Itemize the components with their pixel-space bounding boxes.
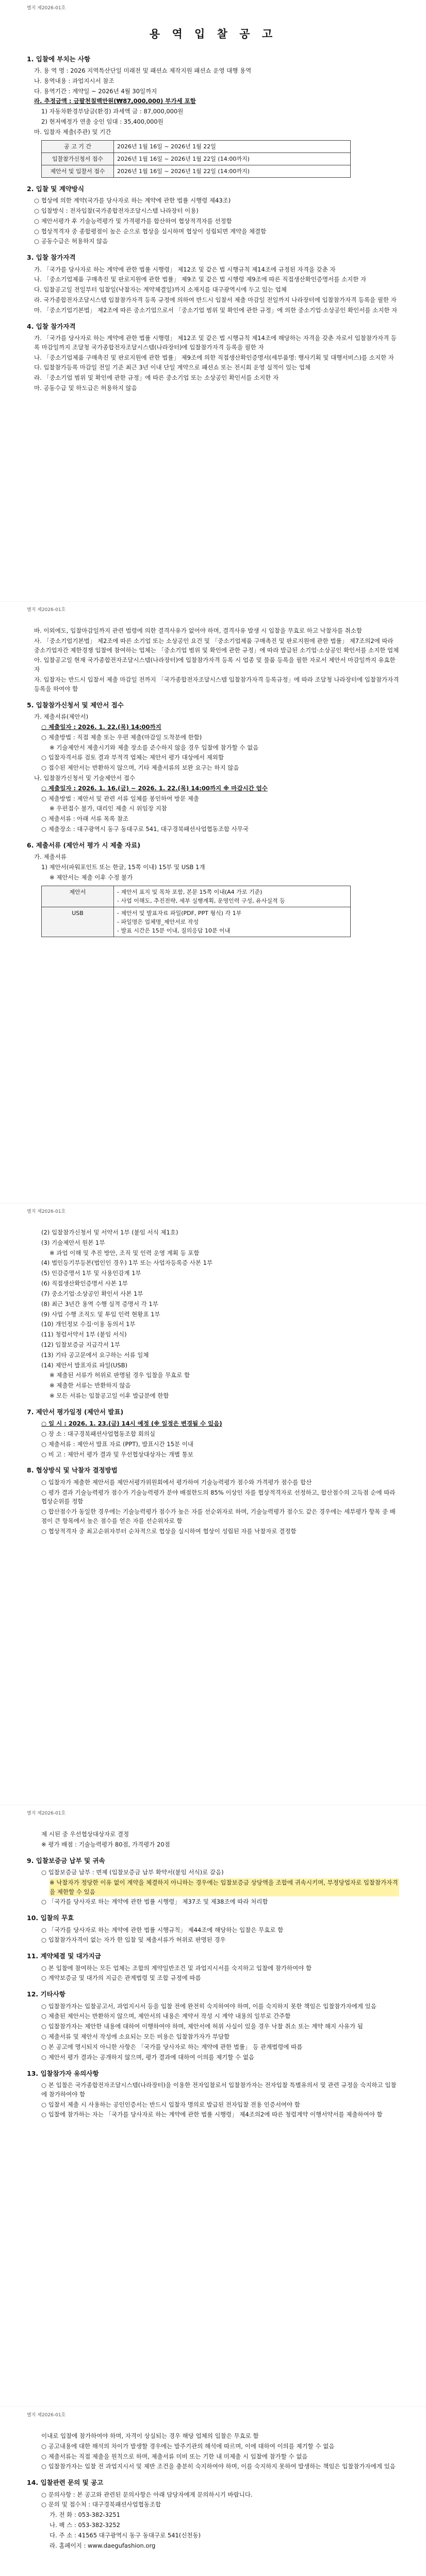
schedule-value: 2026년 1월 16일 ~ 2026년 1월 22일 (14:00까지) xyxy=(114,152,351,165)
s8-item: ○ 평가 결과 기술능력평가 점수가 기술능력평가 분야 배점한도의 85% 이상인 자를 협상적격자로 선정하고, 합산점수의 고득점 순에 따라 협상순위를 정함 xyxy=(41,1488,396,1505)
s12-item: ○ 제출된 제안서는 반환하지 않으며, 제안서의 내용은 계약서 작성 시 계약 내용의 일부로 간주함 xyxy=(41,2012,291,2020)
p3-item: (13) 기타 공고문에서 요구하는 서류 일체 xyxy=(41,1351,149,1359)
s12-item: ○ 입찰참가자는 제안한 내용에 대하여 이행하여야 하며, 제안서에 허위 사실이 있을 경우 낙찰 취소 또는 계약 해지 사유가 됨 xyxy=(41,2023,363,2030)
schedule-value: 2026년 1월 16일 ~ 2026년 1월 22일 xyxy=(114,140,351,152)
s6-item: 1) 제안서(파워포인트 또는 한글, 15쪽 이내) 15부 및 USB 1개 xyxy=(41,863,205,871)
s4-item: 라. 「중소기업 범위 및 확인에 관한 규정」에 따른 중소기업 또는 소상공인 확인서를 소지한 자 xyxy=(34,374,279,382)
page-3 xyxy=(0,1204,426,1805)
s13-item: ○ 입찰에 참가하는 자는 「국가를 당사자로 하는 계약에 관한 법률 시행령」 제4조의2에 따른 청렴계약 이행서약서를 제출하여야 함 xyxy=(41,2111,383,2119)
table-row xyxy=(42,165,351,177)
section-2-heading: 2. 입찰 및 계약방식 xyxy=(27,184,85,193)
s11-item: ○ 계약보증금 및 대가의 지급은 관계법령 및 조합 규정에 따름 xyxy=(41,1974,201,1982)
section-9-heading: 9. 입찰보증금 납부 및 귀속 xyxy=(27,1856,105,1865)
s12-item: ○ 본 공고에 명시되지 아니한 사항은 「국가를 당사자로 하는 계약에 관한 법률」 등 관계법령에 따름 xyxy=(41,2043,303,2050)
p3-item: ※ 모든 서류는 입찰공고일 이후 발급분에 한함 xyxy=(50,1392,169,1399)
submission-value: - 제안서 표지 및 목차 포함, 본문 15쪽 이내(A4 가로 기준) - 사업 이해도, 추진전략, 세부 실행계획, 운영인력 구성, 유사실적 등 xyxy=(114,886,351,907)
s1-item: 라. 추정금액 : 금팔천칠백만원(₩87,000,000) 부가세 포함 xyxy=(34,97,196,105)
s4-item: 가. 「국가를 당사자로 하는 계약에 관한 법률 시행령」 제12조 및 같은 법 시행규칙 제14조에 해당하는 자격을 갖춘 자로서 입찰참가자격 등록 마감일까지 조달청 국가종합전자조달시스템(나라장터)에 입찰참가자격 등록을 필한 자 xyxy=(34,334,397,351)
document-title: 용 역 입 찰 공 고 xyxy=(149,28,277,40)
p3-item: (9) 사업 수행 조직도 및 투입 인력 현황표 1부 xyxy=(41,1310,160,1318)
s12-item: ○ 제안서 평가 결과는 공개하지 않으며, 평가 결과에 대하여 이의를 제기할 수 없음 xyxy=(41,2053,255,2061)
s3-item: 가. 「국가를 당사자로 하는 계약에 관한 법률 시행령」 제12조 및 같은 법 시행규칙 제14조에 규정된 자격을 갖춘 자 xyxy=(34,265,336,273)
section-5-heading: 5. 입찰참가신청서 및 제안서 접수 xyxy=(27,701,124,709)
s2-item: ○ 제안서평가 후 기술능력평가 및 가격평가를 합산하여 협상적격자를 선정함 xyxy=(34,217,232,225)
s4-item: 마. 공동수급 및 하도급은 허용하지 않음 xyxy=(34,384,137,392)
s2-item: ○ 공동수급은 허용하지 않음 xyxy=(34,238,108,245)
p5-item: 이내로 입찰에 참가하여야 하며, 자격이 상실되는 경우 해당 업체의 입찰은 무효로 함 xyxy=(41,2432,259,2439)
p3-item: (6) 직접생산확인증명서 사본 1부 xyxy=(41,1280,128,1287)
s2-item: ○ 협상적격자 중 종합평점이 높은 순으로 협상을 실시하며 협상이 성립되면 계약을 체결함 xyxy=(34,227,267,235)
p3-item: ※ 과업 이해 및 추진 방안, 조직 및 인력 운영 계획 등 포함 xyxy=(50,1249,200,1257)
p3-item: (12) 입찰보증금 지급각서 1부 xyxy=(41,1341,120,1348)
p3-item: (8) 최근 3년간 용역 수행 실적 증명서 각 1부 xyxy=(41,1300,158,1308)
p5-item: ○ 공고내용에 대한 해석의 차이가 발생할 경우에는 발주기관의 해석에 따르며, 이에 대하여 이의를 제기할 수 없음 xyxy=(41,2442,335,2450)
table-row xyxy=(42,140,351,152)
section-10-heading: 10. 입찰의 무효 xyxy=(27,1914,74,1922)
s13-item: ○ 입찰서 제출 시 사용하는 공인인증서는 반드시 입찰자 명의로 발급된 전자입찰 전용 인증서여야 함 xyxy=(41,2100,300,2108)
submission-table xyxy=(41,886,351,937)
s8-item: ○ 협상적격자 중 최고순위자부터 순차적으로 협상을 실시하여 협상이 성립된 자를 낙찰자로 결정함 xyxy=(41,1527,297,1535)
s5-item: ○ 제출일자 : 2026. 1. 16.(금) ~ 2026. 1. 22.(목) 14:00까지 ※ 마감시간 엄수 xyxy=(41,784,268,792)
schedule-value: 2026년 1월 16일 ~ 2026년 1월 22일 (14:00까지) xyxy=(114,165,351,177)
section-1-heading: 1. 입찰에 부치는 사항 xyxy=(27,55,91,63)
p3-item: (5) 인감증명서 1부 및 사용인감계 1부 xyxy=(41,1269,141,1277)
submission-value: - 제안서 및 발표자료 파일(PDF, PPT 형식) 각 1부 - 파일명은 업체명_제안서로 작성 - 발표 시간은 15분 이내, 질의응답 10분 이내 xyxy=(114,907,351,937)
s7-item: ○ 제출서류 : 제안서 발표 자료 (PPT), 발표시간 15분 이내 xyxy=(41,1440,193,1448)
section-13-heading: 13. 입찰참가자 유의사항 xyxy=(27,2069,99,2077)
p3-item: (2) 입찰참가신청서 및 서약서 1부 (붙임 서식 제1호) xyxy=(41,1229,178,1236)
s5-sub-heading: 나. 입찰참가신청서 및 기술제안서 접수 xyxy=(34,774,136,782)
s9-item: ○ 입찰보증금 납부 : 면제 (입찰보증금 납부 확약서(붙임 서식)로 갈음) xyxy=(41,1869,224,1876)
page-code: 별지 제2026-01호 xyxy=(27,2413,66,2418)
s12-item: ○ 입찰참가자는 입찰공고서, 과업지시서 등을 입찰 전에 완전히 숙지하여야 하며, 이를 숙지하지 못한 책임은 입찰참가자에게 있음 xyxy=(41,2002,376,2010)
p3-item: (10) 개인정보 수집·이용 동의서 1부 xyxy=(41,1320,136,1328)
s5-item: ○ 접수된 제안서는 반환하지 않으며, 기타 제출서류의 보완 요구는 하지 않음 xyxy=(41,764,239,772)
s13-item: ○ 본 입찰은 국가종합전자조달시스템(나라장터)을 이용한 전자입찰로서 입찰참가자는 전자입찰 특별유의서 및 관련 규정을 숙지하고 입찰에 참가하여야 함 xyxy=(41,2081,397,2098)
s9-item: ※ 낙찰자가 정당한 이유 없이 계약을 체결하지 아니하는 경우에는 입찰보증금 상당액을 조합에 귀속시키며, 부정당업자로 입찰참가자격을 제한할 수 있음 xyxy=(50,1878,399,1897)
s10-item: ○ 입찰참가자격이 없는 자가 한 입찰 및 제출서류가 허위로 판명된 경우 xyxy=(41,1936,226,1944)
table-row xyxy=(42,886,351,907)
p2-item: 사. 「중소기업기본법」 제2조에 따른 소기업 또는 소상공인 요건 및 「중소기업제품 구매촉진 및 판로지원에 관한 법률」 제7조의2에 따라 중소기업자간 제한경쟁 입찰에 참여하는 업체는 「중소기업 범위 및 확인에 관한 규정」에 따라 발급된 소기업·소상공인 확인서를 소지한 업체 xyxy=(34,637,399,654)
submission-key: 제안서 xyxy=(42,886,114,907)
page-code: 별지 제2026-01호 xyxy=(27,1209,66,1214)
s8-item: ○ 입찰자가 제출한 제안서를 제안서평가위원회에서 평가하여 기술능력평가 점수와 가격평가 점수를 합산 xyxy=(41,1478,312,1486)
p2-item: 아. 입찰공고일 현재 국가종합전자조달시스템(나라장터)에 입찰참가자격 등록 시 업종 및 물품 등록을 필한 자로서 제안서 마감일까지 유효한 자 xyxy=(34,656,396,673)
page-code: 별지 제2026-01호 xyxy=(27,1811,66,1816)
s1-item: 1) 자동차환경부담금(환경) 과세액 금 : 87,000,000원 xyxy=(41,108,184,115)
s4-item: 다. 입찰참가등록 마감일 전일 기준 최근 3년 이내 단일 계약으로 패션쇼 또는 전시회 운영 실적이 있는 업체 xyxy=(34,364,311,371)
page-2 xyxy=(0,602,426,1204)
page-1 xyxy=(0,0,426,602)
p3-item: (4) 법인등기부등본(법인인 경우) 1부 또는 사업자등록증 사본 1부 xyxy=(41,1259,213,1267)
s1-item: 가. 용 역 명 : 2026 지역특산단일 미래전 및 패션쇼 제작지원 패션쇼 운영 대행 용역 xyxy=(34,66,252,74)
schedule-key: 입찰참가신청서 접수 xyxy=(42,152,114,165)
s9-item: ○ 「국가를 당사자로 하는 계약에 관한 법률 시행령」 제37조 및 제38조에 따라 처리함 xyxy=(41,1898,268,1906)
schedule-key: 제안서 및 입찰서 접수 xyxy=(42,165,114,177)
s6-item: ※ 제안서는 제출 이후 수정 불가 xyxy=(50,873,133,881)
s5-item: ○ 제출일자 : 2026. 1. 22.(목) 14:00까지 xyxy=(41,723,161,731)
section-4-heading: 4. 입찰 참가자격 xyxy=(27,322,76,330)
section-8-heading: 8. 협상방식 및 낙찰자 결정방법 xyxy=(27,1466,118,1475)
s5-item: ※ 우편접수 불가, 대리인 제출 시 위임장 지참 xyxy=(50,805,167,812)
s2-item: ○ 협상에 의한 계약(국가를 당사자로 하는 계약에 관한 법률 시행령 제43조) xyxy=(34,197,231,205)
p4-item: 제 시된 중 우선협상대상자로 결정 xyxy=(41,1831,129,1838)
s5-item: ○ 제출방법 : 직접 제출 또는 우편 제출(마감일 도착분에 한함) xyxy=(41,733,202,741)
s5-item: ○ 제출방법 : 제안서 및 관련 서류 일체를 봉인하여 방문 제출 xyxy=(41,794,199,802)
schedule-key: 공 고 기 간 xyxy=(42,140,114,152)
section-14-heading: 14. 입찰관련 문의 및 공고 xyxy=(27,2479,104,2487)
contact-address: 다. 주 소 : 41565 대구광역시 동구 동대구로 541(신천동) xyxy=(50,2531,201,2539)
p3-item: ※ 제출된 서류가 허위로 판명될 경우 입찰을 무효로 함 xyxy=(50,1371,190,1379)
page-4 xyxy=(0,1805,426,2407)
p3-item: (3) 기술제안서 원본 1부 xyxy=(41,1239,105,1246)
s1-schedule-heading: 마. 입찰자 제출(주관) 및 기간 xyxy=(34,128,111,135)
s2-item: ○ 입찰방식 : 전자입찰(국가종합전자조달시스템 나라장터 이용) xyxy=(34,207,199,214)
contact-phone: 가. 전 화 : 053-382-3251 xyxy=(50,2511,120,2519)
contact-homepage-link[interactable]: 라. 홈페이지 : www.daegufashion.org xyxy=(50,2541,156,2549)
s10-item: ○ 「국가를 당사자로 하는 계약에 관한 법률 시행규칙」 제44조에 해당하는 입찰은 무효로 함 xyxy=(41,1926,284,1934)
table-row xyxy=(42,907,351,937)
s6-sub-heading: 가. 제출서류 xyxy=(34,853,67,861)
section-6-heading: 6. 제출서류 (제안서 평가 시 제출 자료) xyxy=(27,841,141,849)
s3-item: 마. 「중소기업기본법」 제2조에 따른 중소기업으로서 「중소기업 범위 및 확인에 관한 규정」에 의한 중소기업·소상공인 확인서를 소지한 자 xyxy=(34,306,398,314)
s7-item: ○ 장 소 : 대구경북패션사업협동조합 회의실 xyxy=(41,1430,156,1437)
p5-item: ○ 입찰참가자는 입찰 전 과업지시서 및 제반 조건을 충분히 숙지하여야 하며, 이를 숙지하지 못하여 발생하는 책임은 입찰참가자에게 있음 xyxy=(41,2463,396,2470)
s1-item: 2) 현저예정가 연출 숭인 임대 : 35,400,000원 xyxy=(41,117,163,125)
s4-item: 나. 「중소기업제품 구매촉진 및 판로지원에 관한 법률」 제9조에 의한 직접생산확인증명서(세부품명: 행사기획 및 대행서비스)를 소지한 자 xyxy=(34,353,394,361)
p3-item: (14) 제안서 발표자료 파일(USB) xyxy=(41,1361,128,1369)
section-12-heading: 12. 기타사항 xyxy=(27,1990,65,1998)
p2-item: 자. 입찰자는 반드시 입찰서 제출 마감일 전까지 「국가종합전자조달시스템 입찰참가자격 등록규정」에 따라 조달청 나라장터에 입찰참가자격 등록을 하여야 함 xyxy=(34,676,399,692)
p4-item: ※ 평가 배점 : 기술능력평가 80점, 가격평가 20점 xyxy=(41,1840,170,1848)
s3-item: 나. 「중소기업제품 구매촉진 및 판로지원에 관한 법률」 제9조 및 같은 법 시행령 제9조에 따른 직접생산확인증명서를 소지한 자 xyxy=(34,276,367,283)
s7-item: ○ 일 시 : 2026. 1. 23.(금) 14시 예정 (※ 일정은 변경될 수 있음) xyxy=(41,1420,222,1428)
section-3-heading: 3. 입찰 참가자격 xyxy=(27,253,76,262)
section-11-heading: 11. 계약체결 및 대가지급 xyxy=(27,1952,101,1960)
page-code: 별지 제2026-01호 xyxy=(27,607,66,613)
s5-item: ○ 제출장소 : 대구광역시 동구 동대구로 541, 대구경북패션사업협동조합 사무국 xyxy=(41,825,249,833)
s11-item: ○ 본 입찰에 참여하는 모든 업체는 조합의 계약일반조건 및 과업지시서를 숙지하고 입찰에 참가하여야 함 xyxy=(41,1964,312,1972)
p2-item: 바. 이외에도, 입찰마감일까지 관련 법령에 의한 결격사유가 없어야 하며, 결격사유 발생 시 입찰을 무효로 하고 낙찰자를 취소함 xyxy=(34,627,363,634)
page-code: 별지 제2026-01호 xyxy=(27,6,66,11)
section-7-heading: 7. 제안서 평가일정 (제안서 발표) xyxy=(27,1408,124,1416)
p3-item: (7) 중소기업·소상공인 확인서 사본 1부 xyxy=(41,1290,143,1297)
s14-item: ○ 문의 및 접수처 : 대구경북패션사업협동조합 xyxy=(41,2501,161,2509)
table-row xyxy=(42,152,351,165)
s3-item: 다. 입찰공고일 전일부터 입찰일(낙찰자는 계약체결일)까지 소재지를 대구광역시에 두고 있는 업체 xyxy=(34,286,287,294)
s1-item: 다. 용역기간 : 계약일 ~ 2026년 4월 30일까지 xyxy=(34,87,157,95)
s8-item: ○ 합산점수가 동일한 경우에는 기술능력평가 점수가 높은 자를 선순위자로 하며, 기술능력평가 점수도 같은 경우에는 세부평가 항목 중 배점이 큰 항목에서 높은 점수를 얻은 자를 선순위자로 함 xyxy=(41,1508,396,1525)
s3-item: 라. 국가종합전자조달시스템 입찰참가자격 등록 규정에 의하여 반드시 입찰서 제출 마감일 전일까지 나라장터에 입찰참가자격 등록을 필한 자 xyxy=(34,296,397,303)
p5-item: ○ 제출서류는 직접 제출을 원칙으로 하며, 제출서류 미비 또는 기한 내 미제출 시 입찰에 참가할 수 없음 xyxy=(41,2452,308,2460)
s1-item: 나. 용역내용 : 과업지시서 참조 xyxy=(34,77,114,84)
s5-item: ○ 제출서류 : 아래 서류 목록 참조 xyxy=(41,815,129,823)
s5-item: ○ 입찰자격서류 검토 결과 부적격 업체는 제안서 평가 대상에서 제외함 xyxy=(41,754,224,761)
s12-item: ○ 제출서류 및 제안서 작성에 소요되는 모든 비용은 입찰참가자가 부담함 xyxy=(41,2033,230,2041)
page-5 xyxy=(0,2407,426,2576)
s5-item: ※ 기술제안서 제출시기와 제출 장소를 준수하지 않을 경우 입찰에 참가할 수 없음 xyxy=(50,743,259,751)
p3-item: ※ 제출한 서류는 반환하지 않음 xyxy=(50,1382,131,1389)
s14-item: ○ 문의사항 : 본 공고와 관련된 문의사항은 아래 담당자에게 문의하시기 바랍니다. xyxy=(41,2490,253,2498)
s5-sub-heading: 가. 제출서류(제안서) xyxy=(34,713,89,721)
s7-item: ○ 비 고 : 제안서 평가 결과 및 우선협상대상자는 개별 통보 xyxy=(41,1450,193,1458)
contact-fax: 나. 팩 스 : 053-382-3252 xyxy=(50,2521,120,2529)
schedule-table xyxy=(41,140,351,178)
submission-key: USB xyxy=(42,907,114,937)
p3-item: (11) 청렴서약서 1부 (붙임 서식) xyxy=(41,1331,127,1338)
